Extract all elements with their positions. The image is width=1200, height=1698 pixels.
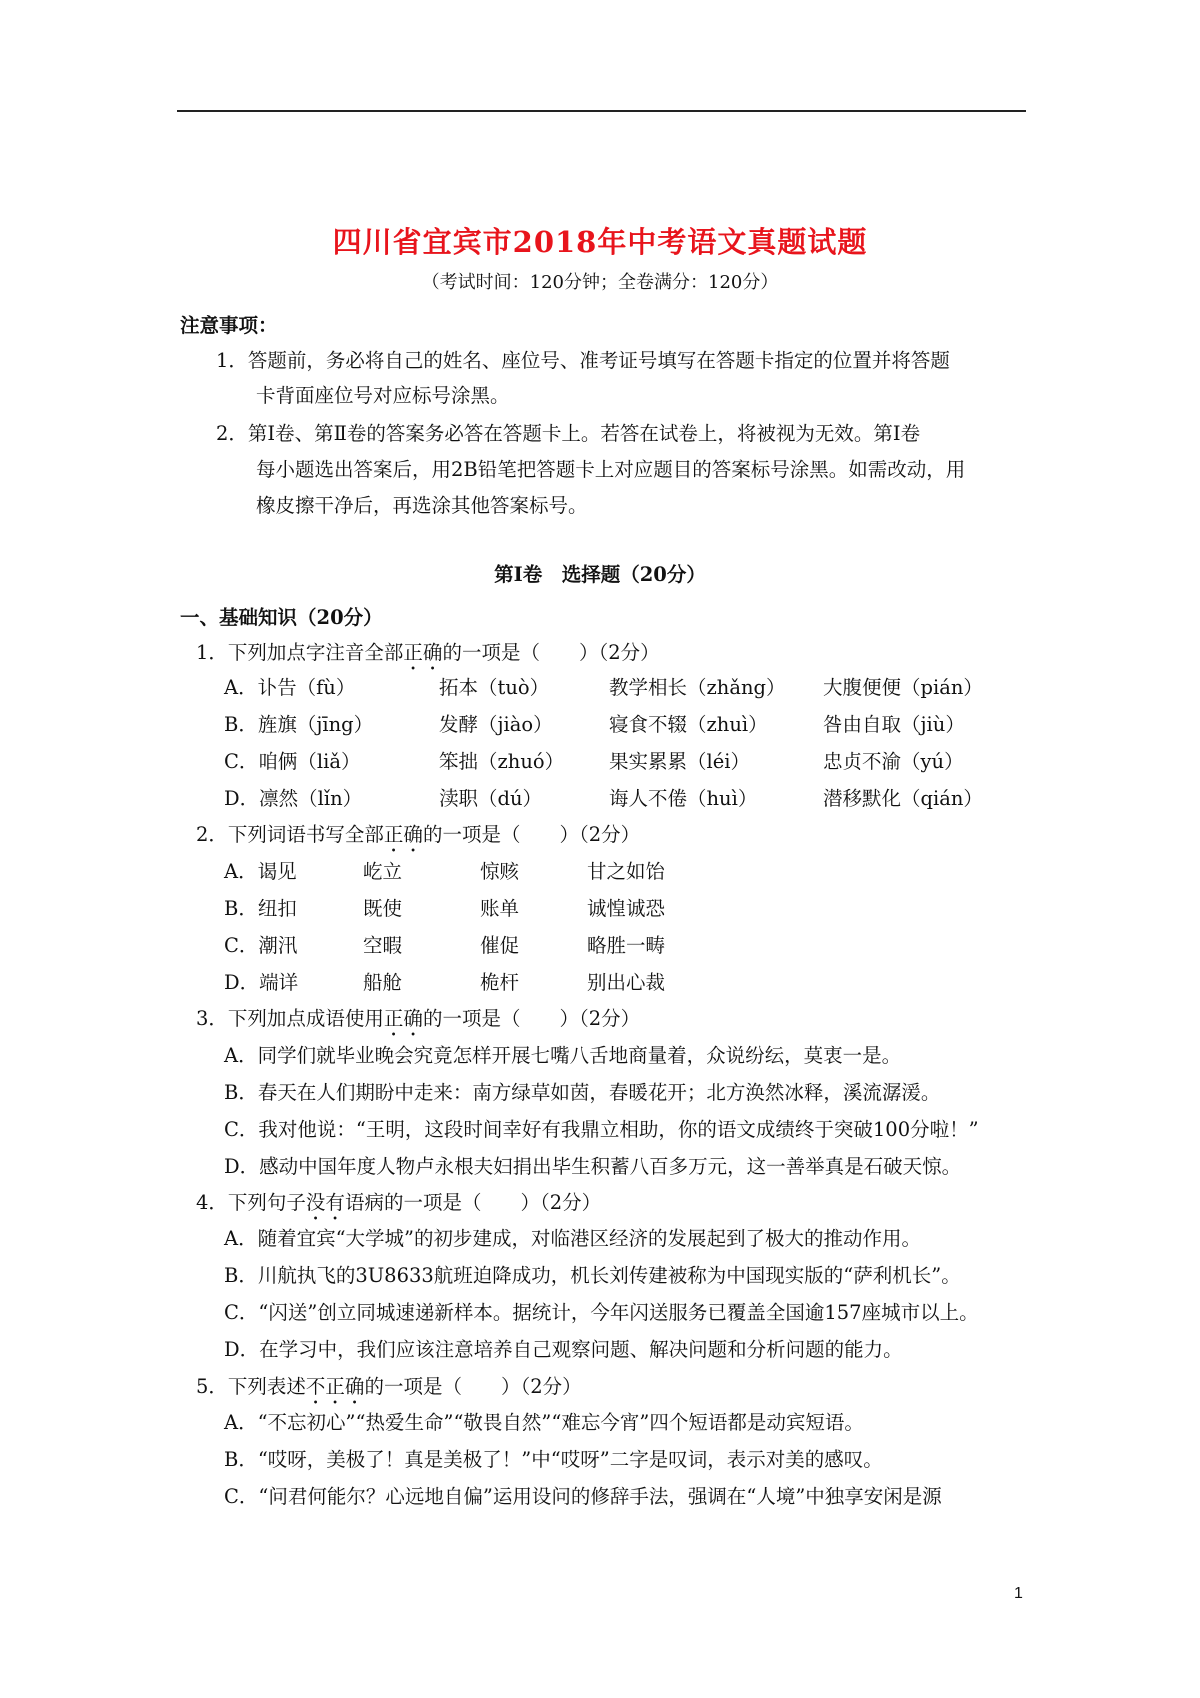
option-cell: 诚惶诚恐 — [587, 897, 666, 920]
stem-text: 5．下列表述 — [196, 1375, 306, 1398]
header-rule — [177, 110, 1026, 112]
part-heading: 一、基础知识（20分） — [180, 606, 383, 629]
question-stem — [196, 1007, 640, 1041]
stem-text: 的一项是（ ）（2分） — [422, 1007, 641, 1030]
option-cell: 账单 — [480, 897, 520, 920]
option-cell: B．纽扣 — [224, 897, 297, 920]
option-cell: 既使 — [363, 897, 403, 920]
option-line: C．“问君何能尔？心远地自偏”运用设问的修辞手法，强调在“人境”中独享安闲是源 — [224, 1485, 942, 1508]
option-cell: B．旌旗（jīng） — [224, 713, 374, 736]
note-line: 2．第Ⅰ卷、第Ⅱ卷的答案务必答在答题卡上。若答在试卷上，将被视为无效。第Ⅰ卷 — [216, 422, 921, 445]
option-cell: 教学相长（zhǎng） — [609, 676, 786, 699]
option-cell: 催促 — [480, 934, 520, 957]
note-line: 1．答题前，务必将自己的姓名、座位号、准考证号填写在答题卡指定的位置并将答题 — [216, 349, 950, 372]
exam-subtitle: （考试时间：120分钟；全卷满分：120分） — [421, 272, 779, 293]
note-line: 橡皮擦干净后，再选涂其他答案标号。 — [256, 494, 588, 517]
option-cell: 略胜一畴 — [587, 934, 666, 957]
option-line: A．同学们就毕业晚会究竟怎样开展七嘴八舌地商量着，众说纷纭，莫衷一是。 — [224, 1044, 902, 1067]
stem-emphasis: 不正确 — [305, 1375, 365, 1398]
stem-emphasis: 正确 — [403, 641, 443, 664]
notes-heading: 注意事项： — [180, 314, 278, 337]
stem-emphasis: 正确 — [383, 1007, 423, 1030]
option-cell: 忠贞不渝（yú） — [823, 750, 964, 773]
option-cell: 渎职（dú） — [439, 787, 543, 810]
stem-text: 4．下列句子 — [196, 1191, 306, 1214]
option-line: B．春天在人们期盼中走来：南方绿草如茵，春暖花开；北方涣然冰释，溪流潺湲。 — [224, 1081, 941, 1104]
option-cell: 空暇 — [363, 934, 403, 957]
option-cell: 惊赅 — [480, 860, 520, 883]
option-line: D．在学习中，我们应该注意培养自己观察问题、解决问题和分析问题的能力。 — [224, 1338, 903, 1361]
option-cell: 咎由自取（jiù） — [823, 713, 965, 736]
option-cell: 诲人不倦（huì） — [609, 787, 758, 810]
option-line: D．感动中国年度人物卢永根夫妇捐出毕生积蓄八百多万元，这一善举真是石破天惊。 — [224, 1155, 962, 1178]
section-title: 第Ⅰ卷 选择题（20分） — [494, 563, 706, 586]
option-line: B．“哎呀，美极了！真是美极了！”中“哎呀”二字是叹词，表示对美的感叹。 — [224, 1448, 883, 1471]
stem-text: 的一项是（ ）（2分） — [442, 641, 660, 664]
page-number: 1 — [1014, 1585, 1023, 1602]
question-stem — [196, 1191, 601, 1225]
stem-emphasis: 正确 — [383, 823, 423, 846]
question-stem — [196, 1375, 582, 1409]
option-cell: 大腹便便（pián） — [823, 676, 983, 699]
note-line: 每小题选出答案后，用2B铅笔把答题卡上对应题目的答案标号涂黑。如需改动，用 — [256, 458, 966, 481]
stem-text: 语病的一项是（ ）（2分） — [344, 1191, 602, 1214]
option-cell: 拓本（tuò） — [439, 676, 550, 699]
stem-emphasis: 没有 — [305, 1191, 345, 1214]
option-cell: C．潮汛 — [224, 934, 298, 957]
option-cell: C．咱俩（liǎ） — [224, 750, 361, 773]
exam-title: 四川省宜宾市2018年中考语文真题试题 — [332, 225, 868, 259]
option-cell: 桅杆 — [480, 971, 520, 994]
option-cell: 船舱 — [363, 971, 403, 994]
option-cell: 潜移默化（qián） — [823, 787, 983, 810]
question-stem — [196, 823, 640, 857]
option-cell: 笨拙（zhuó） — [439, 750, 565, 773]
question-stem — [196, 641, 660, 675]
option-cell: A．讣告（fù） — [224, 676, 356, 699]
stem-text: 1．下列加点字注音全部 — [196, 641, 404, 664]
option-cell: D．凛然（lǐn） — [224, 787, 363, 810]
stem-text: 2．下列词语书写全部 — [196, 823, 384, 846]
option-line: A．随着宜宾“大学城”的初步建成，对临港区经济的发展起到了极大的推动作用。 — [224, 1227, 922, 1250]
option-cell: D．端详 — [224, 971, 299, 994]
option-line: C．“闪送”创立同城速递新样本。据统计，今年闪送服务已覆盖全国逾157座城市以上。 — [224, 1301, 979, 1324]
stem-text: 的一项是（ ）（2分） — [422, 823, 641, 846]
stem-text: 3．下列加点成语使用 — [196, 1007, 384, 1030]
option-cell: 果实累累（léi） — [609, 750, 751, 773]
note-line: 卡背面座位号对应标号涂黑。 — [256, 384, 510, 407]
option-cell: 别出心裁 — [587, 971, 666, 994]
stem-text: 的一项是（ ）（2分） — [364, 1375, 582, 1398]
option-cell: 发酵（jiào） — [439, 713, 553, 736]
option-cell: 寝食不辍（zhuì） — [609, 713, 768, 736]
option-cell: A．谒见 — [224, 860, 297, 883]
option-line: C．我对他说：“王明，这段时间幸好有我鼎立相助，你的语文成绩终于突破100分啦！” — [224, 1118, 979, 1141]
option-cell: 甘之如饴 — [587, 860, 666, 883]
option-line: B．川航执飞的3U8633航班迫降成功，机长刘传建被称为中国现实版的“萨利机长”。 — [224, 1264, 961, 1287]
option-line: A．“不忘初心”“热爱生命”“敬畏自然”“难忘今宵”四个短语都是动宾短语。 — [224, 1411, 864, 1434]
option-cell: 屹立 — [363, 860, 403, 883]
